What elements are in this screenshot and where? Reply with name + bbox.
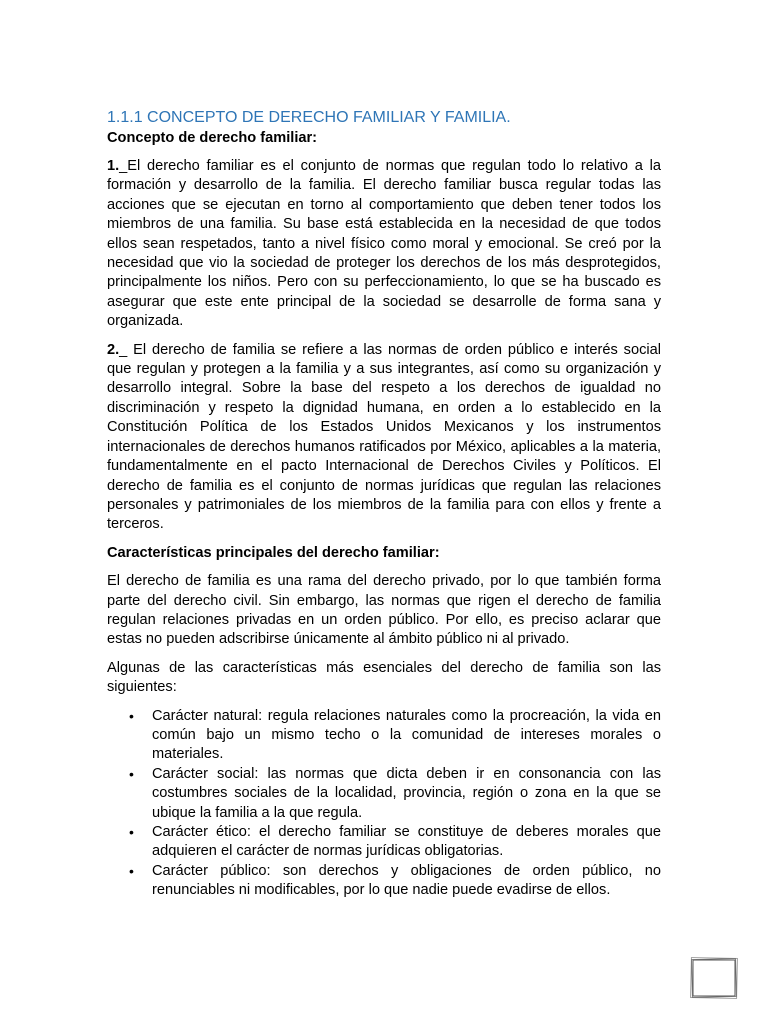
paragraph-1 (107, 157, 661, 332)
list-item (107, 707, 661, 765)
bullet-icon: • (129, 707, 134, 724)
paragraph-2 (107, 341, 661, 535)
page-number-frame-icon (690, 957, 738, 999)
list-item (107, 823, 661, 862)
list-item-text: Carácter social: las normas que dicta deben ir en consonancia con las costumbres sociales de la localidad, provincia, región o zona en la que se ubique la familia a la que regula. (152, 765, 661, 821)
bullet-icon: • (129, 765, 134, 782)
section-heading: 1.1.1 CONCEPTO DE DERECHO FAMILIAR Y FAMILIA. (107, 109, 511, 126)
characteristics-title: Características principales del derecho familiar: (107, 544, 440, 561)
paragraph-4: Algunas de las características más esenciales del derecho de familia son las siguientes: (107, 659, 661, 696)
concept-subheading: Concepto de derecho familiar: (107, 130, 318, 146)
list-item-text: Carácter público: son derechos y obligaciones de orden público, no renunciables ni modificables, por lo que nadie puede evadirse de ellos. (152, 862, 661, 899)
characteristics-list (107, 707, 661, 901)
document-body (107, 107, 661, 901)
paragraph-3: El derecho de familia es una rama del derecho privado, por lo que también forma parte del derecho civil. Sin embargo, las normas que rigen el derecho de familia regulan relaciones privadas en un orden público. Por ello, es preciso aclarar que estas no pueden adscribirse únicamente al ámbito público ni al privado. (107, 573, 661, 648)
paragraph-1-text: _El derecho familiar es el conjunto de normas que regulan todo lo relativo a la formación y desarrollo de la familia. El derecho familiar busca regular todas las acciones que se ejecutan en torno al comportamiento que deben tener todos los miembros de una familia. Su base está establecida en la necesidad de que todos ellos sean respetados, tanto a nivel físico como moral y emocional. Se creó por la necesidad que vio la sociedad de proteger los derechos de los más desprotegidos, principalmente los niños. Pero con su perfeccionamiento, lo que se ha buscado es asegurar que este ente principal de la sociedad se desarrolle de forma sana y organizada. (107, 158, 661, 330)
paragraph-2-number: 2. (107, 341, 120, 358)
list-item (107, 862, 661, 901)
list-item-text: Carácter ético: el derecho familiar se constituye de deberes morales que adquieren el carácter de normas jurídicas obligatorias. (152, 824, 661, 860)
paragraph-2-text: _ El derecho de familia se refiere a las normas de orden público e interés social que regulan y protegen a la familia y a sus integrantes, así como su organización y desarrollo integral. Sobre la base del respeto a los derechos de igualdad no discriminación y respeto la dignidad humana, en orden a lo establecido en la Constitución Política de los Estados Unidos Mexicanos y los instrumentos internacionales de derechos humanos ratificados por México, aplicables a la materia, fundamentalmente en el pacto Internacional de Derechos Civiles y Políticos. El derecho de familia es el conjunto de normas jurídicas que regulan las relaciones personales y patrimoniales de los miembros de la familia para con ellos y frente a terceros. (107, 341, 661, 533)
bullet-icon: • (129, 862, 134, 879)
list-item (107, 765, 661, 823)
paragraph-1-number: 1. (107, 158, 120, 174)
bullet-icon: • (129, 824, 134, 840)
list-item-text: Carácter natural: regula relaciones naturales como la procreación, la vida en común bajo un mismo techo o la comunidad de intereses morales o materiales. (152, 707, 661, 763)
